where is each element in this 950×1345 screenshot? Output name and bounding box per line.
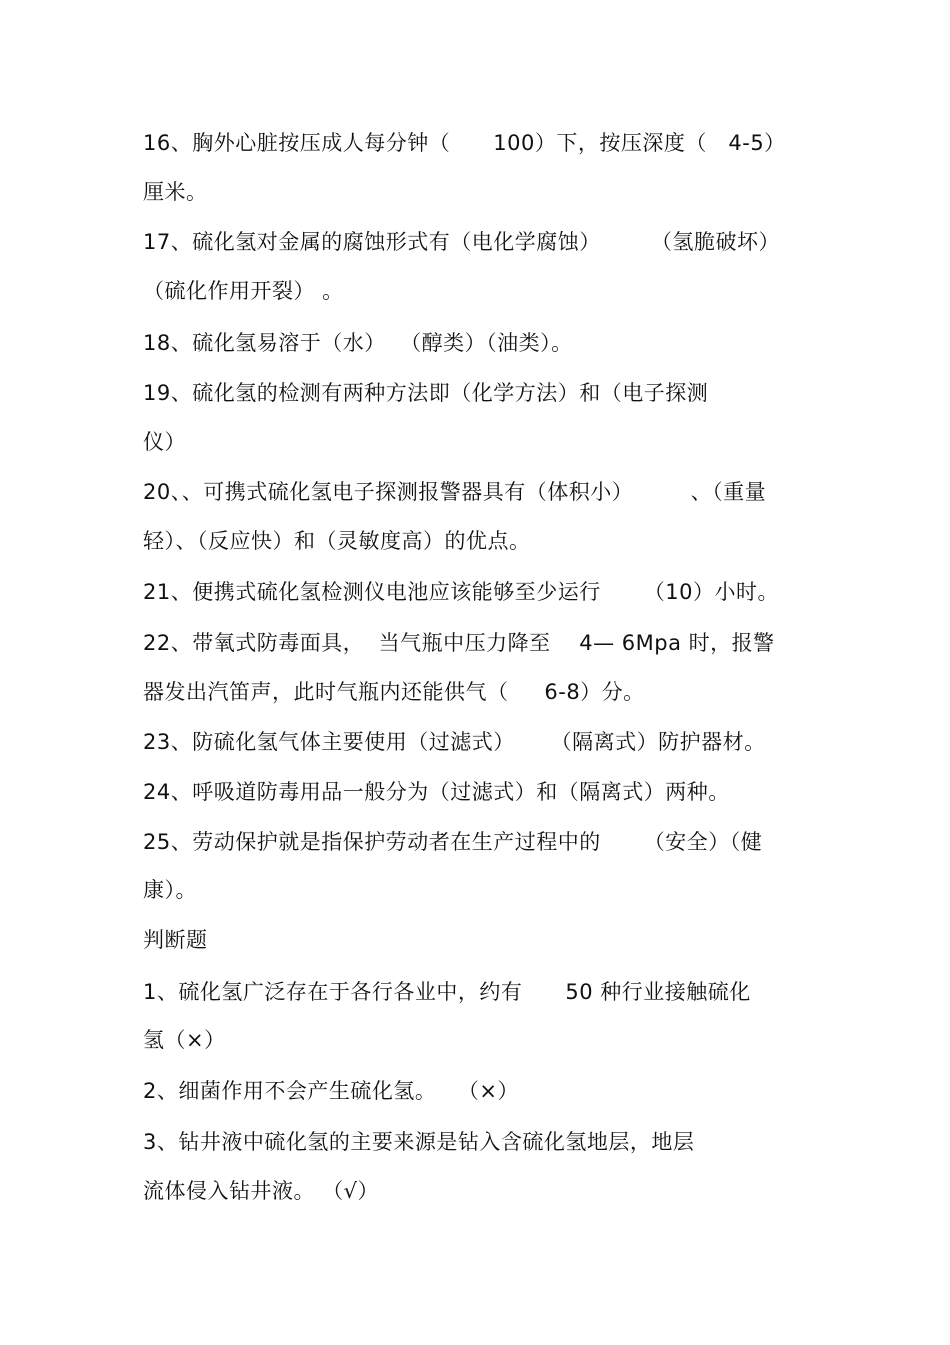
- text-line: 厘米。: [143, 180, 208, 204]
- text-line: 24、呼吸道防毒用品一般分为（过滤式）和（隔离式）两种。: [143, 780, 730, 804]
- text-line: 17、硫化氢对金属的腐蚀形式有（电化学腐蚀） （氢脆破坏）: [143, 230, 780, 254]
- text-line: 器发出汽笛声，此时气瓶内还能供气（ 6-8）分。: [143, 680, 645, 704]
- text-line: 康）。: [143, 878, 197, 902]
- text-line: 23、防硫化氢气体主要使用（过滤式） （隔离式）防护器材。: [143, 730, 766, 754]
- text-line: 轻）、（反应快）和（灵敏度高）的优点。: [143, 529, 531, 553]
- text-line: （硫化作用开裂） 。: [143, 279, 344, 303]
- text-line: 20、、可携式硫化氢电子探测报警器具有（体积小） 、（重量: [143, 480, 767, 504]
- text-line: 18、硫化氢易溶于（水） （醇类）（油类）。: [143, 331, 573, 355]
- text-line: 2、细菌作用不会产生硫化氢。 （×）: [143, 1079, 519, 1103]
- text-line: 1、硫化氢广泛存在于各行各业中，约有 50 种行业接触硫化: [143, 980, 751, 1004]
- text-line: 氢（×）: [143, 1028, 226, 1052]
- text-line: 25、劳动保护就是指保护劳动者在生产过程中的 （安全）（健: [143, 830, 763, 854]
- text-line: 3、钻井液中硫化氢的主要来源是钻入含硫化氢地层，地层: [143, 1130, 695, 1154]
- text-line: 19、硫化氢的检测有两种方法即（化学方法）和（电子探测: [143, 381, 709, 405]
- text-line: 流体侵入钻井液。 （√）: [143, 1179, 380, 1203]
- text-line: 16、胸外心脏按压成人每分钟（ 100）下，按压深度（ 4-5）: [143, 131, 786, 155]
- text-line: 22、带氧式防毒面具， 当气瓶中压力降至 4— 6Mpa 时，报警: [143, 631, 775, 655]
- text-line: 21、便携式硫化氢检测仪电池应该能够至少运行 （10）小时。: [143, 580, 779, 604]
- section-heading: 判断题: [143, 928, 208, 952]
- text-line: 仪）: [143, 430, 186, 454]
